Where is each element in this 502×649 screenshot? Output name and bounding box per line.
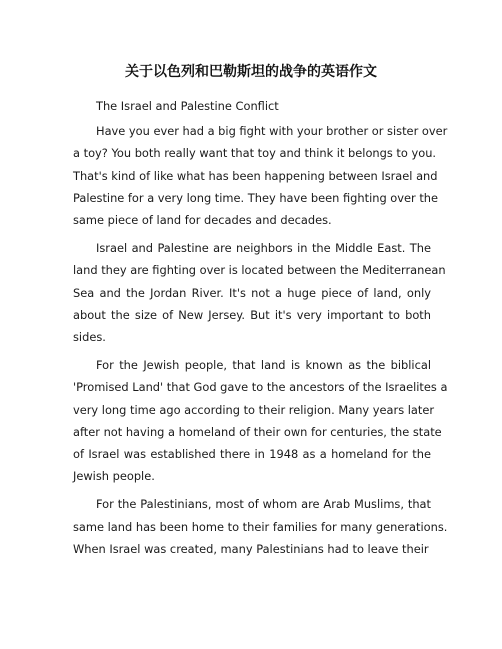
paragraph-3 [73,354,448,487]
document-body [73,95,448,566]
document-title: 关于以色列和巴勒斯坦的战争的英语作文 [125,64,377,80]
text-line: same land has been home to their families for many generations. [73,519,448,534]
paragraph-1 [73,120,448,231]
text-line: For the Palestinians, most of whom are Arab Muslims, that [96,497,431,512]
text-line: sides. [73,330,106,345]
paragraph-2 [73,237,446,348]
text-line: same piece of land for decades and decades. [73,213,332,228]
text-line: Have you ever had a big fight with your brother or sister over [96,124,448,139]
text-line: after not having a homeland of their own for centuries, the state [73,424,442,439]
text-line: Jewish people. [73,469,155,484]
text-line: When Israel was created, many Palestinians had to leave their [73,541,429,556]
text-line: 'Promised Land' that God gave to the ancestors of the Israelites a [73,380,448,395]
text-line: of Israel was established there in 1948 as a homeland for the [73,447,431,462]
text-line: For the Jewish people, that land is known as the biblical [96,358,431,373]
essay-subtitle: The Israel and Palestine Conflict [96,99,279,113]
paragraph-4 [73,493,448,560]
text-line: a toy? You both really want that toy and think it belongs to you. [73,146,437,161]
text-line: Sea and the Jordan River. It's not a huge piece of land, only [73,285,431,300]
text-line: very long time ago according to their religion. Many years later [73,402,435,417]
text-line: land they are fighting over is located between the Mediterranean [73,263,446,278]
text-line: That's kind of like what has been happening between Israel and [73,168,438,183]
text-line: about the size of New Jersey. But it's very important to both [73,307,431,322]
text-line: Israel and Palestine are neighbors in the Middle East. The [96,241,431,256]
text-line: Palestine for a very long time. They have been fighting over the [73,190,439,205]
